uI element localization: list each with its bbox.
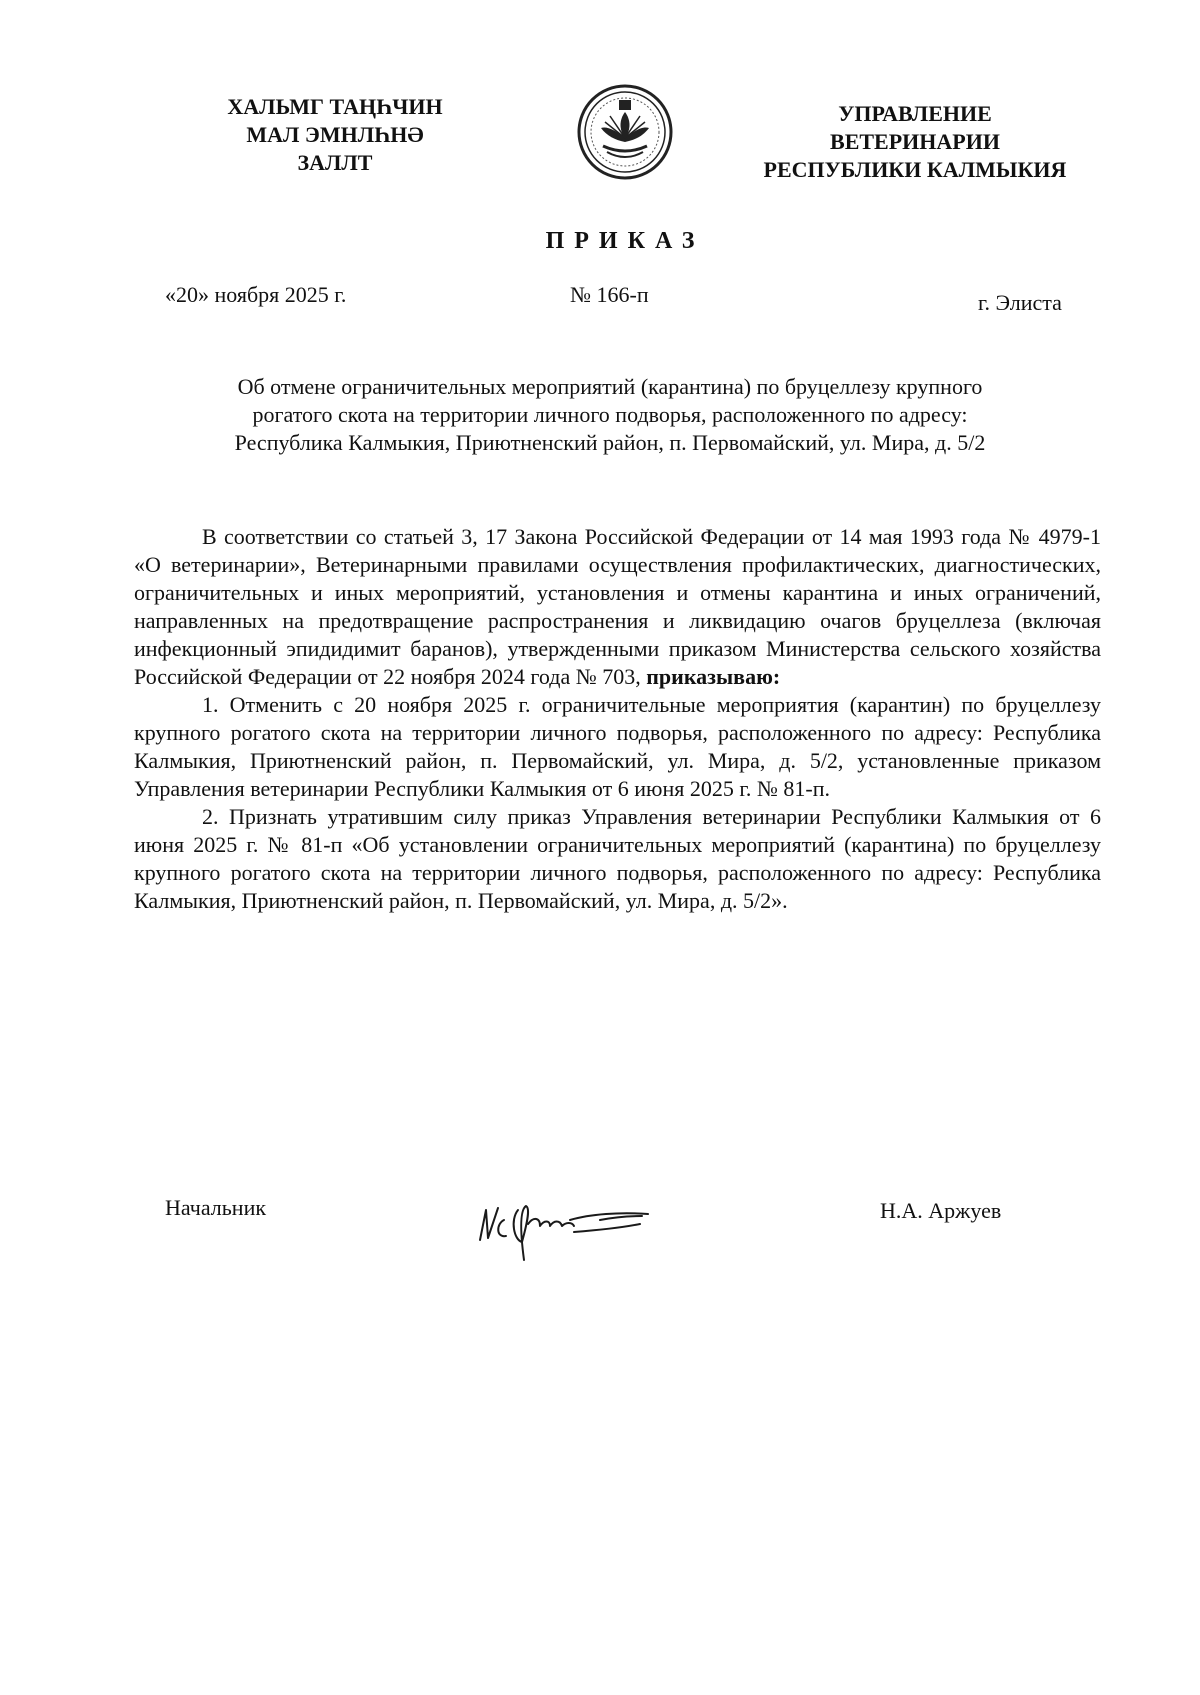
header-right-line: РЕСПУБЛИКИ КАЛМЫКИЯ — [763, 157, 1067, 182]
header-right-line: ВЕТЕРИНАРИИ — [830, 129, 1000, 154]
document-date: «20» ноября 2025 г. — [165, 282, 347, 307]
handwritten-signature-icon — [470, 1180, 670, 1270]
document-body — [134, 523, 1101, 915]
subject-line: Об отмене ограничительных мероприятий (карантина) по бруцеллезу крупного — [237, 374, 983, 399]
subject-line: Республика Калмыкия, Приютненский район, п. Первомайский, ул. Мира, д. 5/2 — [234, 430, 986, 455]
coat-of-arms-icon — [575, 82, 675, 182]
header-left-line: МАЛ ЭМНЛҺНӘ — [246, 122, 424, 147]
document-city: г. Элиста — [978, 290, 1062, 315]
signer-role: Начальник — [165, 1195, 267, 1220]
order-word: приказываю: — [646, 664, 781, 689]
preamble-text: В соответствии со статьей 3, 17 Закона Российской Федерации от 14 мая 1993 года № 4979-1 «О ветеринарии», Ветеринарными правилами осуществления профилактических, диагностических, ограничительных и иных мероприятий, установления и отмены карантина и иных ограничений, направленных на предотвращение распространения и ликвидацию очагов бруцеллеза (включая инфекционный эпидидимит баранов), утвержденными приказом Министерства сельского хозяйства Российской Федерации от 22 ноября 2024 года № 703, — [134, 524, 1101, 689]
document-title: ПРИКАЗ — [545, 228, 705, 254]
header-kalmyk-name — [190, 93, 480, 177]
header-left-line: ЗАЛЛТ — [297, 150, 373, 175]
order-item-2: 2. Признать утратившим силу приказ Управления ветеринарии Республики Калмыкия от 6 июня 2025 г. № 81-п «Об установлении ограничительных мероприятий (карантина) по бруцеллезу крупного рогатого скота на территории личного подворья, расположенного по адресу: Республика Калмыкия, Приютненский район, п. Первомайский, ул. Мира, д. 5/2». — [134, 804, 1101, 913]
header-left-line: ХАЛЬМГ ТАҢҺЧИН — [227, 94, 443, 119]
document-subject — [160, 373, 1060, 457]
order-item-1: 1. Отменить с 20 ноября 2025 г. ограничительные мероприятия (карантин) по бруцеллезу крупного рогатого скота на территории личного подворья, расположенного по адресу: Республика Калмыкия, Приютненский район, п. Первомайский, ул. Мира, д. 5/2, установленные приказом Управления ветеринарии Республики Калмыкия от 6 июня 2025 г. № 81-п. — [134, 692, 1101, 801]
header-organization-name — [725, 100, 1105, 184]
signer-name: Н.А. Аржуев — [880, 1198, 1002, 1223]
subject-line: рогатого скота на территории личного подворья, расположенного по адресу: — [252, 402, 968, 427]
preamble-paragraph — [134, 523, 1101, 691]
document-number: № 166-п — [570, 282, 649, 307]
header-right-line: УПРАВЛЕНИЕ — [838, 101, 992, 126]
